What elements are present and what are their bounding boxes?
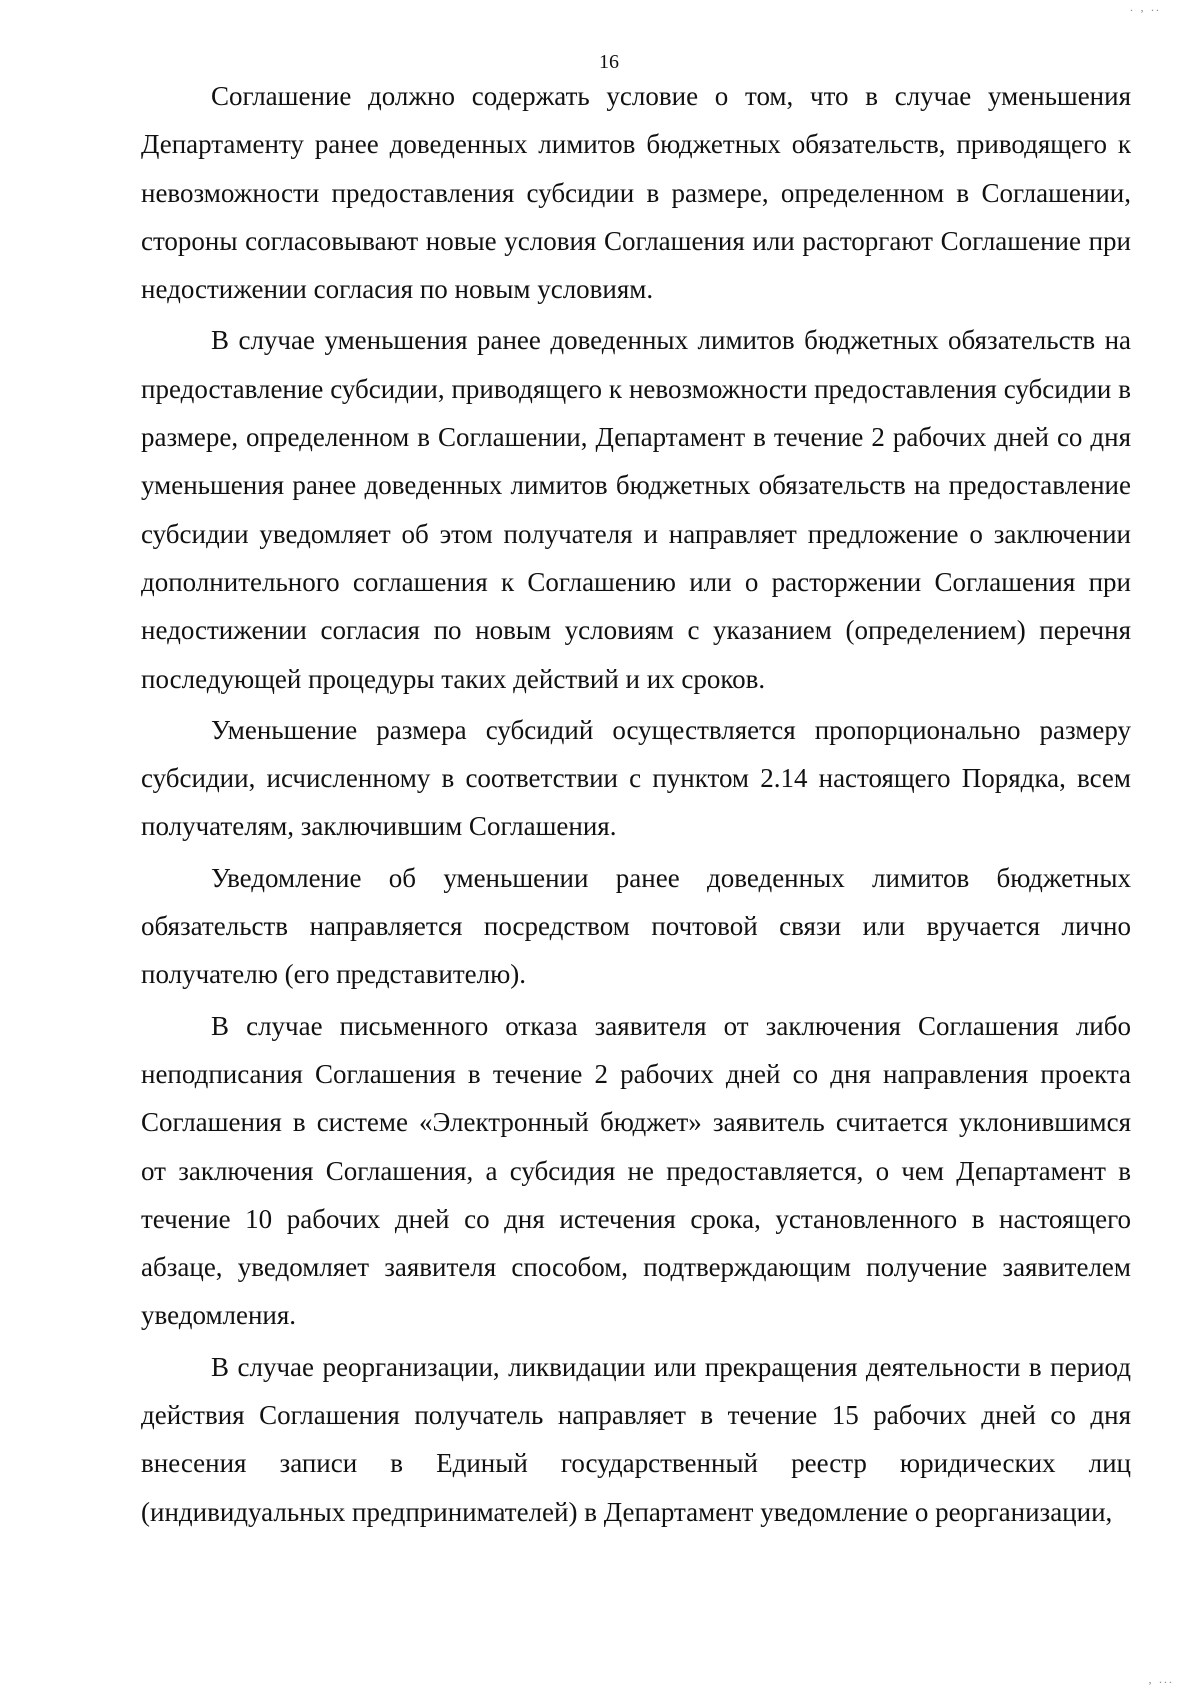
paragraph-limits-reduction: В случае уменьшения ранее доведенных лимитов бюджетных обязательств на предоставление субсидии, приводящего к невозможности предоставления субсидии в размере, определенном в Соглашении, Департамент в течение 2 рабочих дней со дня уменьшения ранее доведенных лимитов бюджетных обязательств на предоставление субсидии уведомляет об этом получателя и направляет предложение о заключении дополнительного соглашения к Соглашению или о расторжении Соглашения при недостижении согласия по новым условиям с указанием (определением) перечня последующей процедуры таких действий и их сроков.: [141, 325, 1131, 694]
paragraph-notification: Уведомление об уменьшении ранее доведенных лимитов бюджетных обязательств направляется посредством почтовой связи или вручается лично получателю (его представителю).: [141, 862, 1131, 990]
paragraph-reorganization: В случае реорганизации, ликвидации или прекращения деятельности в период действия Соглашения получатель направляет в течение 15 рабочих дней со дня внесения записи в Единый государственный реестр юридических лиц (индивидуальных предпринимателей) в Департамент уведомление о реорганизации,: [141, 1351, 1131, 1527]
scan-mark-top-right: . ‚ ..: [1130, 0, 1161, 14]
scan-mark-bottom-right: ‚ ...: [1148, 1672, 1174, 1686]
paragraph-agreement-condition: Соглашение должно содержать условие о том, что в случае уменьшения Департаменту ранее доведенных лимитов бюджетных обязательств, приводящего к невозможности предоставления субсидии в размере, определенном в Соглашении, стороны согласовывают новые условия Соглашения или расторгают Соглашение при недостижении согласия по новым условиям.: [141, 81, 1131, 305]
document-body: [141, 72, 1131, 1536]
paragraph-proportional-reduction: Уменьшение размера субсидий осуществляется пропорционально размеру субсидии, исчисленному в соответствии с пунктом 2.14 настоящего Порядка, всем получателям, заключившим Соглашения.: [141, 714, 1131, 842]
page-number: 16: [599, 51, 619, 73]
paragraph-refusal: В случае письменного отказа заявителя от заключения Соглашения либо неподписания Соглашения в течение 2 рабочих дней со дня направления проекта Соглашения в системе «Электронный бюджет» заявитель считается уклонившимся от заключения Соглашения, а субсидия не предоставляется, о чем Департамент в течение 10 рабочих дней со дня истечения срока, установленного в настоящего абзаце, уведомляет заявителя способом, подтверждающим получение заявителем уведомления.: [141, 1010, 1131, 1331]
